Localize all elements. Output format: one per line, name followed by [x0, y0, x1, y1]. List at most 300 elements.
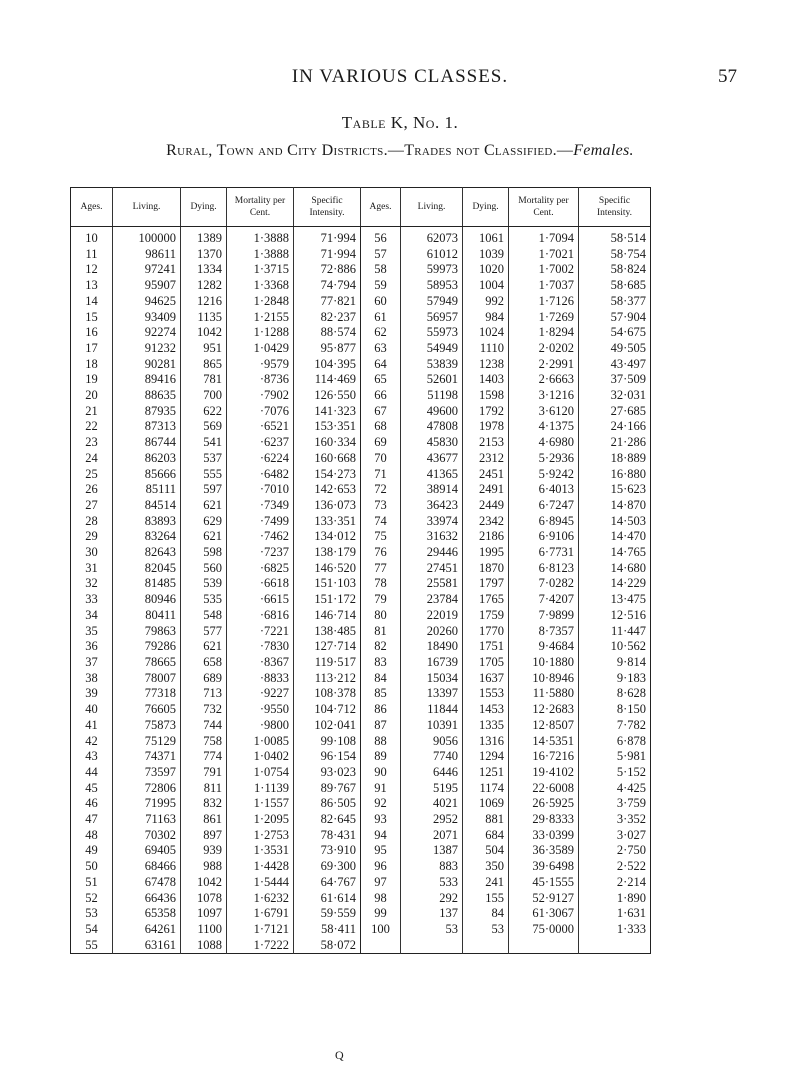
left-living-cell: 75129 — [113, 734, 181, 750]
left-mortality-cell: ·6825 — [227, 561, 294, 577]
right-mortality-cell: 9·4684 — [509, 639, 579, 655]
right-age-cell: 66 — [361, 388, 401, 404]
right-living-cell: 59973 — [401, 262, 463, 278]
right-intensity-cell: 16·880 — [579, 467, 651, 483]
left-age-cell: 26 — [85, 482, 98, 497]
left-intensity-cell: 61·614 — [294, 891, 361, 907]
left-age-cell: 44 — [85, 764, 98, 779]
left-intensity-cell: 151·103 — [294, 576, 361, 592]
left-dying-cell: 621 — [181, 498, 227, 514]
table-row — [71, 404, 651, 420]
right-dying-cell: 1637 — [463, 671, 509, 687]
left-dying-cell: 951 — [181, 341, 227, 357]
header-living-right: Living. — [401, 188, 463, 227]
left-intensity-cell: 86·505 — [294, 796, 361, 812]
right-living-cell: 22019 — [401, 608, 463, 624]
left-intensity-cell: 73·910 — [294, 843, 361, 859]
right-age-cell: 86 — [361, 702, 401, 718]
left-intensity-cell: 114·469 — [294, 372, 361, 388]
left-living-cell: 77318 — [113, 686, 181, 702]
left-intensity-cell: 136·073 — [294, 498, 361, 514]
right-intensity-cell: 6·878 — [579, 734, 651, 750]
table-row — [71, 278, 651, 294]
right-mortality-cell: 1·7021 — [509, 247, 579, 263]
right-mortality-cell: 61·3067 — [509, 906, 579, 922]
right-dying-cell: 1770 — [463, 624, 509, 640]
left-age-cell: 23 — [85, 435, 98, 450]
left-mortality-cell: ·7462 — [227, 529, 294, 545]
left-dying-cell: 629 — [181, 514, 227, 530]
left-age-cell: 15 — [85, 309, 98, 324]
right-intensity-cell: 2·522 — [579, 859, 651, 875]
left-age-cell: 54 — [85, 921, 98, 936]
right-intensity-cell: 58·377 — [579, 294, 651, 310]
left-age-cell: 32 — [85, 576, 98, 591]
right-intensity-cell: 5·152 — [579, 765, 651, 781]
right-mortality-cell: 39·6498 — [509, 859, 579, 875]
right-living-cell: 33974 — [401, 514, 463, 530]
left-intensity-cell: 64·767 — [294, 875, 361, 891]
right-living-cell: 20260 — [401, 624, 463, 640]
right-mortality-cell: 19·4102 — [509, 765, 579, 781]
right-dying-cell: 1294 — [463, 749, 509, 765]
left-mortality-cell: ·6521 — [227, 419, 294, 435]
left-living-cell: 82643 — [113, 545, 181, 561]
left-living-cell: 71995 — [113, 796, 181, 812]
left-dying-cell: 658 — [181, 655, 227, 671]
right-mortality-cell: 2·0202 — [509, 341, 579, 357]
left-dying-cell: 539 — [181, 576, 227, 592]
left-mortality-cell: ·8736 — [227, 372, 294, 388]
right-mortality-cell: 2·2991 — [509, 357, 579, 373]
left-mortality-cell: ·8367 — [227, 655, 294, 671]
table-row — [71, 498, 651, 514]
right-intensity-cell: 3·759 — [579, 796, 651, 812]
right-dying-cell: 1024 — [463, 325, 509, 341]
left-dying-cell: 939 — [181, 843, 227, 859]
right-age-cell: 62 — [361, 325, 401, 341]
right-dying-cell — [463, 938, 509, 954]
left-living-cell: 79863 — [113, 624, 181, 640]
table-row — [71, 765, 651, 781]
right-mortality-cell: 6·7247 — [509, 498, 579, 514]
right-living-cell: 27451 — [401, 561, 463, 577]
table-row — [71, 372, 651, 388]
table-row — [71, 828, 651, 844]
left-dying-cell: 781 — [181, 372, 227, 388]
right-intensity-cell: 54·675 — [579, 325, 651, 341]
left-age-cell: 20 — [85, 388, 98, 403]
right-dying-cell: 1978 — [463, 419, 509, 435]
left-dying-cell: 774 — [181, 749, 227, 765]
table-row — [71, 671, 651, 687]
table-row — [71, 247, 651, 263]
right-mortality-cell: 8·7357 — [509, 624, 579, 640]
table-row — [71, 262, 651, 278]
left-living-cell: 82045 — [113, 561, 181, 577]
left-mortality-cell: 1·0085 — [227, 734, 294, 750]
right-living-cell: 62073 — [401, 227, 463, 247]
right-mortality-cell: 4·1375 — [509, 419, 579, 435]
right-dying-cell: 1453 — [463, 702, 509, 718]
left-living-cell: 83893 — [113, 514, 181, 530]
right-intensity-cell: 10·562 — [579, 639, 651, 655]
left-mortality-cell: 1·7121 — [227, 922, 294, 938]
right-mortality-cell: 33·0399 — [509, 828, 579, 844]
right-intensity-cell: 1·631 — [579, 906, 651, 922]
left-mortality-cell: ·7076 — [227, 404, 294, 420]
left-living-cell: 69405 — [113, 843, 181, 859]
left-age-cell: 29 — [85, 529, 98, 544]
table-row — [71, 529, 651, 545]
left-intensity-cell: 96·154 — [294, 749, 361, 765]
right-age-cell — [361, 938, 401, 954]
right-intensity-cell: 8·628 — [579, 686, 651, 702]
right-mortality-cell: 14·5351 — [509, 734, 579, 750]
table-row — [71, 451, 651, 467]
right-intensity-cell: 43·497 — [579, 357, 651, 373]
left-dying-cell: 535 — [181, 592, 227, 608]
right-mortality-cell: 1·8294 — [509, 325, 579, 341]
right-dying-cell: 992 — [463, 294, 509, 310]
left-age-cell: 55 — [85, 937, 98, 952]
left-dying-cell: 621 — [181, 639, 227, 655]
right-living-cell: 2071 — [401, 828, 463, 844]
right-age-cell: 83 — [361, 655, 401, 671]
right-intensity-cell: 1·333 — [579, 922, 651, 938]
left-living-cell: 68466 — [113, 859, 181, 875]
table-row — [71, 718, 651, 734]
subtitle-prefix: Rural, Town and City Districts.—Trades not Classified.— — [166, 142, 574, 159]
right-dying-cell: 2312 — [463, 451, 509, 467]
left-mortality-cell: ·7221 — [227, 624, 294, 640]
right-mortality-cell: 1·7126 — [509, 294, 579, 310]
left-mortality-cell: ·6615 — [227, 592, 294, 608]
left-age-cell: 11 — [85, 246, 98, 261]
right-mortality-cell: 16·7216 — [509, 749, 579, 765]
right-mortality-cell: 6·8123 — [509, 561, 579, 577]
right-living-cell: 9056 — [401, 734, 463, 750]
right-age-cell: 75 — [361, 529, 401, 545]
right-living-cell: 57949 — [401, 294, 463, 310]
left-mortality-cell: 1·2848 — [227, 294, 294, 310]
left-living-cell: 95907 — [113, 278, 181, 294]
left-intensity-cell: 154·273 — [294, 467, 361, 483]
right-mortality-cell: 2·6663 — [509, 372, 579, 388]
left-mortality-cell: ·7830 — [227, 639, 294, 655]
left-age-cell: 16 — [85, 325, 98, 340]
header-ages-left: Ages. — [71, 188, 113, 227]
right-mortality-cell: 5·9242 — [509, 467, 579, 483]
left-dying-cell: 758 — [181, 734, 227, 750]
right-age-cell: 93 — [361, 812, 401, 828]
right-living-cell: 53839 — [401, 357, 463, 373]
right-mortality-cell: 6·4013 — [509, 482, 579, 498]
right-age-cell: 90 — [361, 765, 401, 781]
right-age-cell: 70 — [361, 451, 401, 467]
left-dying-cell: 811 — [181, 781, 227, 797]
left-living-cell: 98611 — [113, 247, 181, 263]
right-dying-cell: 881 — [463, 812, 509, 828]
left-age-cell: 36 — [85, 639, 98, 654]
left-mortality-cell: ·7237 — [227, 545, 294, 561]
left-dying-cell: 865 — [181, 357, 227, 373]
right-living-cell: 56957 — [401, 310, 463, 326]
left-age-cell: 47 — [85, 812, 98, 827]
header-mortality-left: Mortality per Cent. — [227, 188, 294, 227]
left-age-cell: 33 — [85, 592, 98, 607]
left-age-cell: 41 — [85, 717, 98, 732]
left-living-cell: 90281 — [113, 357, 181, 373]
left-age-cell: 14 — [85, 293, 98, 308]
left-age-cell: 10 — [85, 231, 98, 245]
left-age-cell: 50 — [85, 859, 98, 874]
page-header — [0, 66, 800, 90]
left-intensity-cell: 82·237 — [294, 310, 361, 326]
right-age-cell: 94 — [361, 828, 401, 844]
left-mortality-cell: ·6618 — [227, 576, 294, 592]
left-living-cell: 67478 — [113, 875, 181, 891]
left-dying-cell: 537 — [181, 451, 227, 467]
right-age-cell: 100 — [361, 922, 401, 938]
left-intensity-cell: 72·886 — [294, 262, 361, 278]
left-age-cell: 22 — [85, 419, 98, 434]
table-title: Table K, No. 1. — [341, 113, 459, 132]
right-living-cell: 5195 — [401, 781, 463, 797]
right-dying-cell: 1751 — [463, 639, 509, 655]
right-living-cell: 31632 — [401, 529, 463, 545]
right-mortality-cell: 45·1555 — [509, 875, 579, 891]
left-mortality-cell: ·9227 — [227, 686, 294, 702]
table-row — [71, 906, 651, 922]
table-row — [71, 482, 651, 498]
right-dying-cell: 241 — [463, 875, 509, 891]
left-mortality-cell: ·9550 — [227, 702, 294, 718]
left-age-cell: 48 — [85, 827, 98, 842]
left-living-cell: 75873 — [113, 718, 181, 734]
left-dying-cell: 541 — [181, 435, 227, 451]
left-dying-cell: 569 — [181, 419, 227, 435]
right-mortality-cell: 7·9899 — [509, 608, 579, 624]
right-dying-cell: 2342 — [463, 514, 509, 530]
left-age-cell: 53 — [85, 906, 98, 921]
left-mortality-cell: 1·0402 — [227, 749, 294, 765]
right-mortality-cell: 5·2936 — [509, 451, 579, 467]
right-dying-cell: 2451 — [463, 467, 509, 483]
left-living-cell: 63161 — [113, 938, 181, 954]
left-living-cell: 80946 — [113, 592, 181, 608]
right-dying-cell: 1403 — [463, 372, 509, 388]
left-intensity-cell: 119·517 — [294, 655, 361, 671]
left-dying-cell: 988 — [181, 859, 227, 875]
table-row — [71, 227, 651, 247]
left-living-cell: 78665 — [113, 655, 181, 671]
left-living-cell: 92274 — [113, 325, 181, 341]
left-living-cell: 84514 — [113, 498, 181, 514]
header-mortality-right: Mortality per Cent. — [509, 188, 579, 227]
right-age-cell: 99 — [361, 906, 401, 922]
left-living-cell: 65358 — [113, 906, 181, 922]
right-age-cell: 85 — [361, 686, 401, 702]
left-intensity-cell: 141·323 — [294, 404, 361, 420]
table-row — [71, 655, 651, 671]
left-dying-cell: 1370 — [181, 247, 227, 263]
table-row — [71, 325, 651, 341]
right-dying-cell: 1553 — [463, 686, 509, 702]
left-dying-cell: 1389 — [181, 227, 227, 247]
right-intensity-cell: 3·027 — [579, 828, 651, 844]
table-row — [71, 310, 651, 326]
left-intensity-cell: 58·072 — [294, 938, 361, 954]
right-age-cell: 92 — [361, 796, 401, 812]
left-mortality-cell: ·6482 — [227, 467, 294, 483]
left-dying-cell: 1100 — [181, 922, 227, 938]
right-mortality-cell — [509, 938, 579, 954]
left-living-cell: 74371 — [113, 749, 181, 765]
right-living-cell: 55973 — [401, 325, 463, 341]
right-age-cell: 91 — [361, 781, 401, 797]
right-age-cell: 78 — [361, 576, 401, 592]
right-intensity-cell: 11·447 — [579, 624, 651, 640]
left-intensity-cell: 71·994 — [294, 227, 361, 247]
right-dying-cell: 1598 — [463, 388, 509, 404]
right-living-cell: 18490 — [401, 639, 463, 655]
left-intensity-cell: 104·712 — [294, 702, 361, 718]
left-age-cell: 40 — [85, 702, 98, 717]
right-intensity-cell: 14·870 — [579, 498, 651, 514]
right-living-cell: 25581 — [401, 576, 463, 592]
left-living-cell: 81485 — [113, 576, 181, 592]
right-dying-cell: 984 — [463, 310, 509, 326]
right-dying-cell: 1069 — [463, 796, 509, 812]
table-row — [71, 875, 651, 891]
right-age-cell: 68 — [361, 419, 401, 435]
left-intensity-cell: 126·550 — [294, 388, 361, 404]
right-dying-cell: 1870 — [463, 561, 509, 577]
right-intensity-cell: 4·425 — [579, 781, 651, 797]
left-intensity-cell: 104·395 — [294, 357, 361, 373]
right-mortality-cell: 12·2683 — [509, 702, 579, 718]
left-age-cell: 21 — [85, 403, 98, 418]
right-mortality-cell: 6·9106 — [509, 529, 579, 545]
right-age-cell: 67 — [361, 404, 401, 420]
left-living-cell: 87935 — [113, 404, 181, 420]
left-mortality-cell: 1·1557 — [227, 796, 294, 812]
right-living-cell: 49600 — [401, 404, 463, 420]
left-intensity-cell: 74·794 — [294, 278, 361, 294]
left-dying-cell: 832 — [181, 796, 227, 812]
left-dying-cell: 621 — [181, 529, 227, 545]
right-intensity-cell: 14·765 — [579, 545, 651, 561]
left-intensity-cell: 108·378 — [294, 686, 361, 702]
right-age-cell: 95 — [361, 843, 401, 859]
left-dying-cell: 577 — [181, 624, 227, 640]
right-intensity-cell: 9·814 — [579, 655, 651, 671]
right-intensity-cell: 7·782 — [579, 718, 651, 734]
page-number: 57 — [718, 66, 737, 87]
right-living-cell: 38914 — [401, 482, 463, 498]
table-row — [71, 749, 651, 765]
right-mortality-cell: 7·4207 — [509, 592, 579, 608]
left-intensity-cell: 146·520 — [294, 561, 361, 577]
right-dying-cell: 53 — [463, 922, 509, 938]
right-dying-cell: 1759 — [463, 608, 509, 624]
right-intensity-cell: 15·623 — [579, 482, 651, 498]
left-living-cell: 89416 — [113, 372, 181, 388]
left-mortality-cell: 1·2155 — [227, 310, 294, 326]
left-dying-cell: 1097 — [181, 906, 227, 922]
table-row — [71, 514, 651, 530]
right-dying-cell: 1335 — [463, 718, 509, 734]
table-row — [71, 734, 651, 750]
right-age-cell: 74 — [361, 514, 401, 530]
right-dying-cell: 1995 — [463, 545, 509, 561]
right-living-cell — [401, 938, 463, 954]
left-intensity-cell: 134·012 — [294, 529, 361, 545]
right-living-cell: 10391 — [401, 718, 463, 734]
right-mortality-cell: 6·7731 — [509, 545, 579, 561]
right-age-cell: 89 — [361, 749, 401, 765]
left-age-cell: 52 — [85, 890, 98, 905]
left-mortality-cell: ·7902 — [227, 388, 294, 404]
left-age-cell: 51 — [85, 874, 98, 889]
left-intensity-cell: 102·041 — [294, 718, 361, 734]
left-age-cell: 46 — [85, 796, 98, 811]
left-dying-cell: 555 — [181, 467, 227, 483]
right-dying-cell: 2449 — [463, 498, 509, 514]
table-row — [71, 608, 651, 624]
header-living-left: Living. — [113, 188, 181, 227]
table-row — [71, 843, 651, 859]
right-dying-cell: 1797 — [463, 576, 509, 592]
right-intensity-cell: 18·889 — [579, 451, 651, 467]
right-age-cell: 65 — [361, 372, 401, 388]
left-age-cell: 34 — [85, 607, 98, 622]
right-living-cell: 52601 — [401, 372, 463, 388]
right-age-cell: 77 — [361, 561, 401, 577]
right-dying-cell: 1765 — [463, 592, 509, 608]
left-mortality-cell: 1·3715 — [227, 262, 294, 278]
left-dying-cell: 861 — [181, 812, 227, 828]
right-age-cell: 82 — [361, 639, 401, 655]
left-age-cell: 24 — [85, 450, 98, 465]
right-age-cell: 61 — [361, 310, 401, 326]
left-age-cell: 45 — [85, 780, 98, 795]
right-dying-cell: 1251 — [463, 765, 509, 781]
left-age-cell: 12 — [85, 262, 98, 277]
right-dying-cell: 684 — [463, 828, 509, 844]
left-intensity-cell: 69·300 — [294, 859, 361, 875]
right-mortality-cell: 1·7269 — [509, 310, 579, 326]
right-intensity-cell: 9·183 — [579, 671, 651, 687]
table-row — [71, 922, 651, 938]
right-mortality-cell: 7·0282 — [509, 576, 579, 592]
right-dying-cell: 1110 — [463, 341, 509, 357]
left-living-cell: 83264 — [113, 529, 181, 545]
left-dying-cell: 689 — [181, 671, 227, 687]
left-intensity-cell: 138·485 — [294, 624, 361, 640]
left-intensity-cell: 160·668 — [294, 451, 361, 467]
table-row — [71, 859, 651, 875]
left-age-cell: 37 — [85, 654, 98, 669]
left-mortality-cell: 1·3368 — [227, 278, 294, 294]
table-row — [71, 938, 651, 954]
right-intensity-cell: 14·680 — [579, 561, 651, 577]
right-living-cell: 54949 — [401, 341, 463, 357]
right-mortality-cell: 11·5880 — [509, 686, 579, 702]
left-dying-cell: 598 — [181, 545, 227, 561]
left-dying-cell: 700 — [181, 388, 227, 404]
